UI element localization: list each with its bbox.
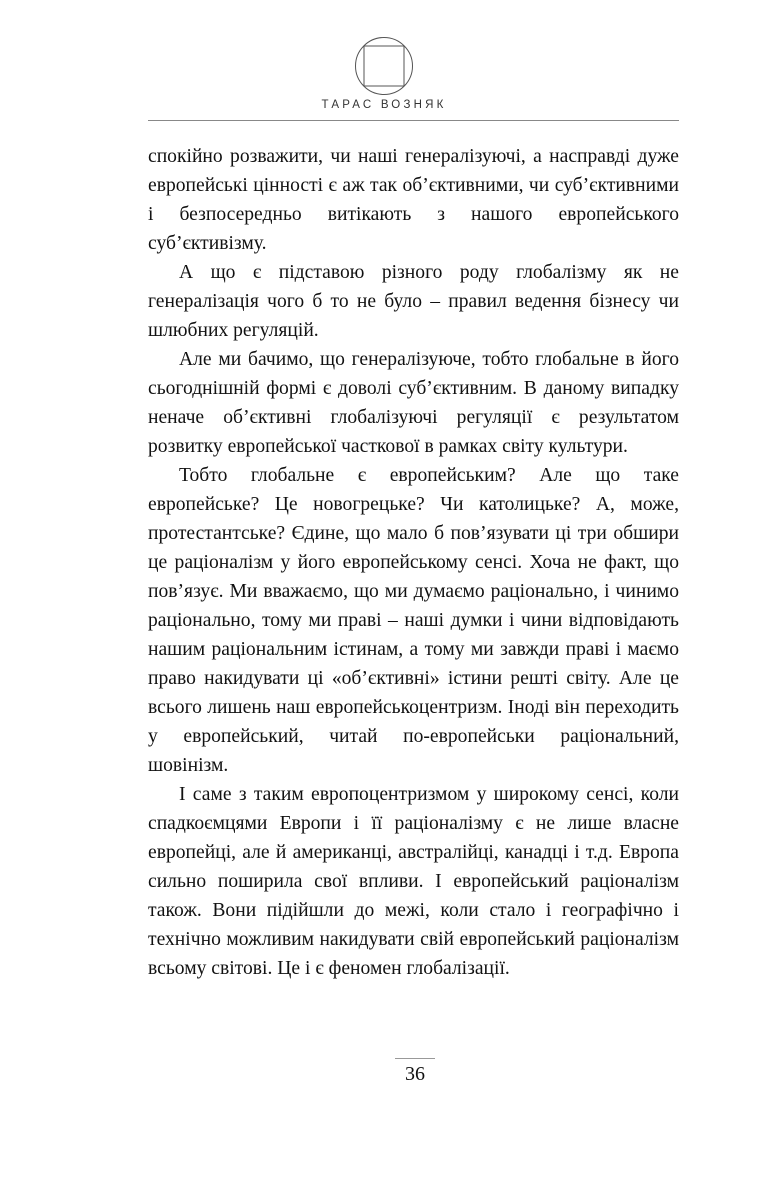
paragraph: Але ми бачимо, що генералізуюче, тобто глобальне в його сьогоднішній формі є доволі суб’єктивним. В даному випадку неначе об’єктивні глобалізуючі регуляції є результатом розвитку европейської часткової в рамках світу культури. [148,349,679,457]
body-text [148,142,679,983]
page-number: 36 [405,1063,425,1085]
page-number-rule [395,1058,435,1059]
vitruvian-emblem-icon [354,36,414,96]
running-head: ТАРАС ВОЗНЯК [321,99,447,111]
paragraph: спокійно розважити, чи наші генералізуючі, а насправді дуже европейські цінності є аж так об’єктивними, чи суб’єктивними і безпосередньо витікають з нашого европейського суб’єктивізму. [148,146,679,254]
paragraph: А що є підставою різного роду глобалізму як не генералізація чого б то не було – правил ведення бізнесу чи шлюбних регуляцій. [148,262,679,341]
header-rule [148,120,679,121]
paragraph: І саме з таким европоцентризмом у широкому сенсі, коли спадкоємцями Европи і її раціоналізму є не лише власне европейці, але й американці, австралійці, канадці і т.д. Европа сильно поширила свої впливи. І европейський раціоналізм також. Вони підійшли до межі, коли стало і географічно і технічно можливим накидувати свій европейський раціоналізм всьому світові. Це і є феномен глобалізації. [148,784,679,979]
paragraph: Тобто глобальне є европейським? Але що таке европейське? Це новогрецьке? Чи католицьке? А, може, протестантське? Єдине, що мало б пов’язувати ці три обшири це раціоналізм у його европейському сенсі. Хоча не факт, що пов’язує. Ми вважаємо, що ми думаємо раціонально, і чинимо раціонально, тому ми праві – наші думки і чини відповідають нашим раціональним істинам, а тому ми завжди праві і маємо право накидувати ці «об’єктивні» істини решті світу. Але це всього лишень наш европейськоцентризм. Іноді він переходить у европейський, читай по-европейськи раціональний, шовінізм. [148,465,679,776]
